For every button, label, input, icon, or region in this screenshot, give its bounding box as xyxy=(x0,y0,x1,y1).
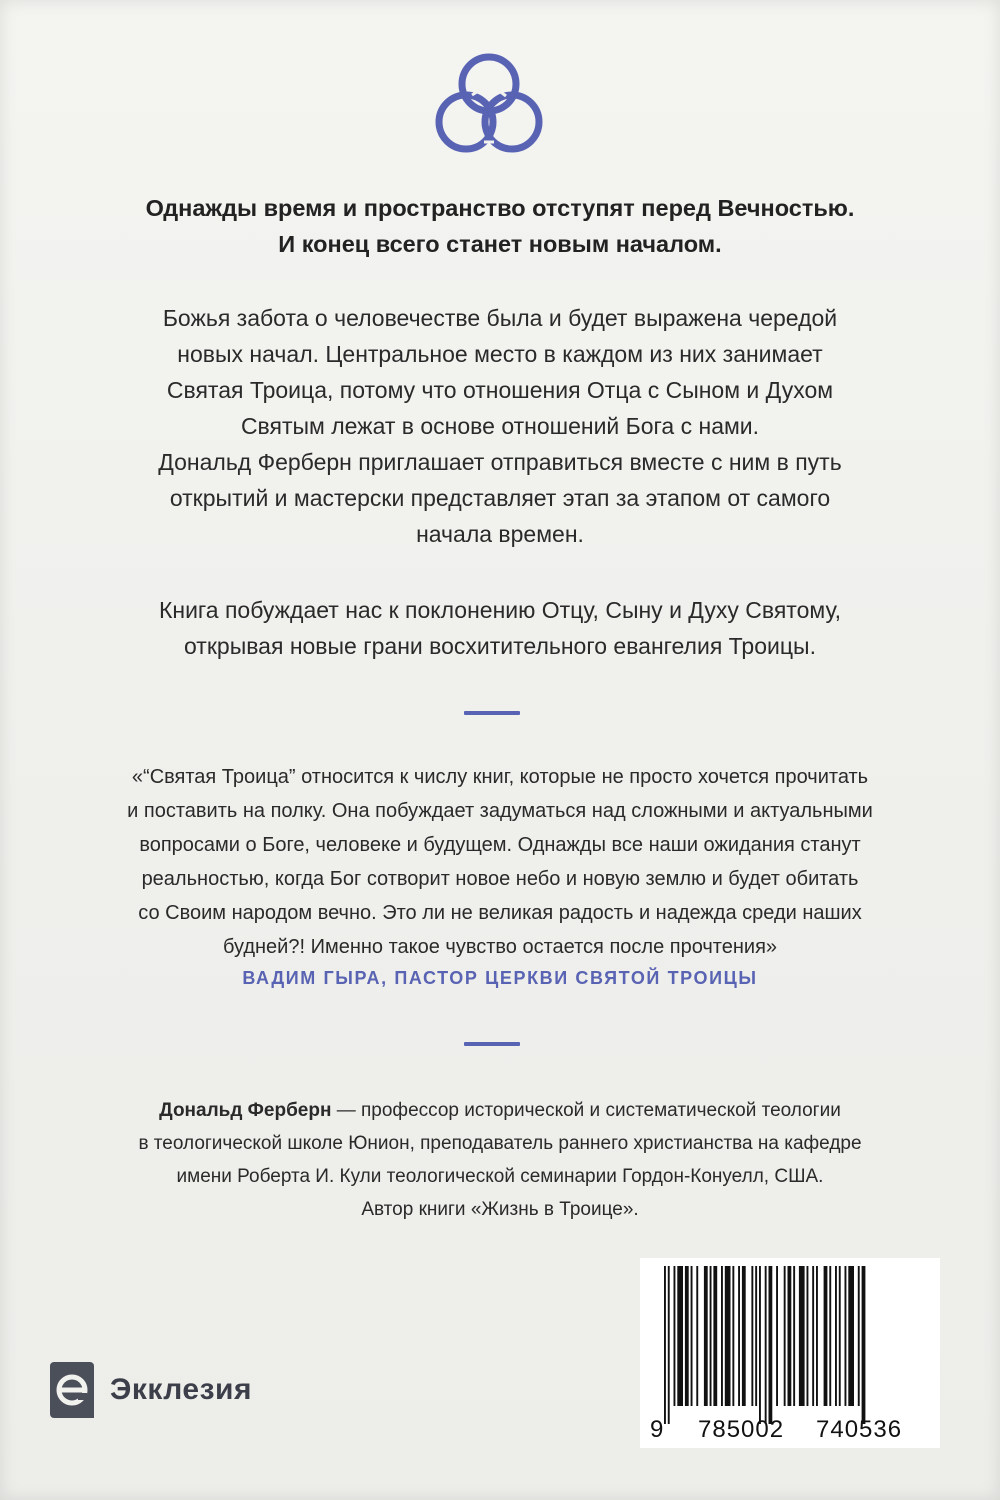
bio-line: Автор книги «Жизнь в Троице». xyxy=(361,1199,639,1220)
barcode-bar xyxy=(793,1266,795,1406)
barcode-bar xyxy=(704,1266,708,1406)
quote-line: вопросами о Боге, человеке и будущем. Однажды все наши ожидания станут xyxy=(139,834,861,856)
barcode-bar xyxy=(713,1266,717,1406)
publisher-name: Экклезия xyxy=(110,1373,252,1406)
barcode-bar xyxy=(788,1266,792,1406)
bio-line xyxy=(40,1094,960,1127)
description-line: Святая Троица, потому что отношения Отца с Сыном и Духом xyxy=(166,377,834,403)
barcode-bar xyxy=(759,1266,761,1424)
tagline xyxy=(40,190,960,262)
barcode-lead-digit: 9 xyxy=(650,1416,665,1443)
barcode-bar xyxy=(668,1266,670,1424)
barcode-bar xyxy=(674,1266,676,1406)
barcode-bar xyxy=(829,1266,831,1406)
barcode-bar xyxy=(710,1266,712,1406)
description-line: начала времен. xyxy=(416,521,584,547)
quote-line: и поставить на полку. Она побуждает задуматься над сложными и актуальными xyxy=(127,800,873,822)
barcode-bar xyxy=(858,1266,860,1406)
barcode-bar xyxy=(696,1266,698,1406)
barcode-bar xyxy=(677,1266,683,1406)
tagline-line: Однажды время и пространство отступят перед Вечностью. xyxy=(145,195,855,221)
barcode-bar xyxy=(862,1266,866,1424)
quote-author: ВАДИМ ГЫРА, ПАСТОР ЦЕРКВИ СВЯТОЙ ТРОИЦЫ xyxy=(242,968,758,988)
divider xyxy=(464,1042,520,1046)
trinity-knot-icon xyxy=(432,50,546,156)
barcode-bar xyxy=(765,1266,767,1424)
divider xyxy=(464,711,520,715)
barcode-bar xyxy=(776,1266,778,1406)
quote-line: реальностью, когда Бог сотворит новое небо и новую землю и будет обитать xyxy=(141,868,859,890)
barcode-bar xyxy=(769,1266,773,1424)
barcode-bar xyxy=(812,1266,814,1406)
quote-line: будней?! Именно такое чувство остается после прочтения» xyxy=(222,936,778,958)
description-line: Дональд Ферберн приглашает отправиться вместе с ним в путь xyxy=(158,449,842,475)
bio-author-name: Дональд Ферберн xyxy=(159,1100,332,1121)
author-bio xyxy=(40,1094,960,1226)
bio-line: имени Роберта И. Кули теологической семинарии Гордон-Конуелл, США. xyxy=(176,1166,824,1187)
ekklesia-logo-icon xyxy=(48,1360,96,1420)
barcode-bar xyxy=(691,1266,693,1406)
barcode-bar xyxy=(732,1266,734,1406)
barcode-bar xyxy=(664,1266,666,1424)
barcode-bar xyxy=(738,1266,740,1406)
publisher-logo xyxy=(48,1360,252,1420)
quote-line: со Своим народом вечно. Это ли не великая радость и надежда среди наших xyxy=(138,902,862,924)
description-line: Книга побуждает нас к поклонению Отцу, Сыну и Духу Святому, xyxy=(158,597,842,623)
review-quote xyxy=(40,760,960,964)
bio-text: — профессор исторической и систематической теологии xyxy=(331,1100,841,1121)
description-line: новых начал. Центральное место в каждом из них занимает xyxy=(177,341,823,367)
barcode-bar xyxy=(848,1266,854,1406)
barcode-bar xyxy=(784,1266,786,1406)
barcode-bar xyxy=(845,1266,847,1406)
description-line: Святым лежат в основе отношений Бога с нами. xyxy=(240,413,760,439)
barcode-bar xyxy=(835,1266,837,1406)
barcode-bar xyxy=(725,1266,731,1406)
quote-line: «“Святая Троица” относится к числу книг, которые не просто хочется прочитать xyxy=(131,766,869,788)
description xyxy=(40,300,960,552)
barcode-bar xyxy=(685,1266,689,1406)
barcode-bar xyxy=(751,1266,753,1406)
barcode-group-1: 785002 xyxy=(698,1416,785,1443)
description-line: открывая новые грани восхитительного евангелия Троицы. xyxy=(184,633,816,659)
barcode-bar xyxy=(816,1266,818,1406)
description-second-paragraph xyxy=(40,592,960,664)
barcode-bar xyxy=(824,1266,828,1406)
barcode-group-2: 740536 xyxy=(816,1416,903,1443)
isbn-barcode xyxy=(640,1258,940,1448)
barcode-bar xyxy=(839,1266,841,1406)
description-line: открытий и мастерски представляет этап за этапом от самого xyxy=(169,485,831,511)
tagline-line: И конец всего станет новым началом. xyxy=(278,231,722,257)
barcode-bar xyxy=(721,1266,723,1406)
barcode-bar xyxy=(742,1266,746,1406)
bio-line: в теологической школе Юнион, преподаватель раннего христианства на кафедре xyxy=(138,1133,862,1154)
description-line: Божья забота о человечестве была и будет выражена чередой xyxy=(162,305,838,331)
barcode-bar xyxy=(755,1266,757,1406)
barcode-bars xyxy=(654,1266,934,1424)
barcode-bar xyxy=(807,1266,809,1406)
barcode-bar xyxy=(799,1266,805,1406)
